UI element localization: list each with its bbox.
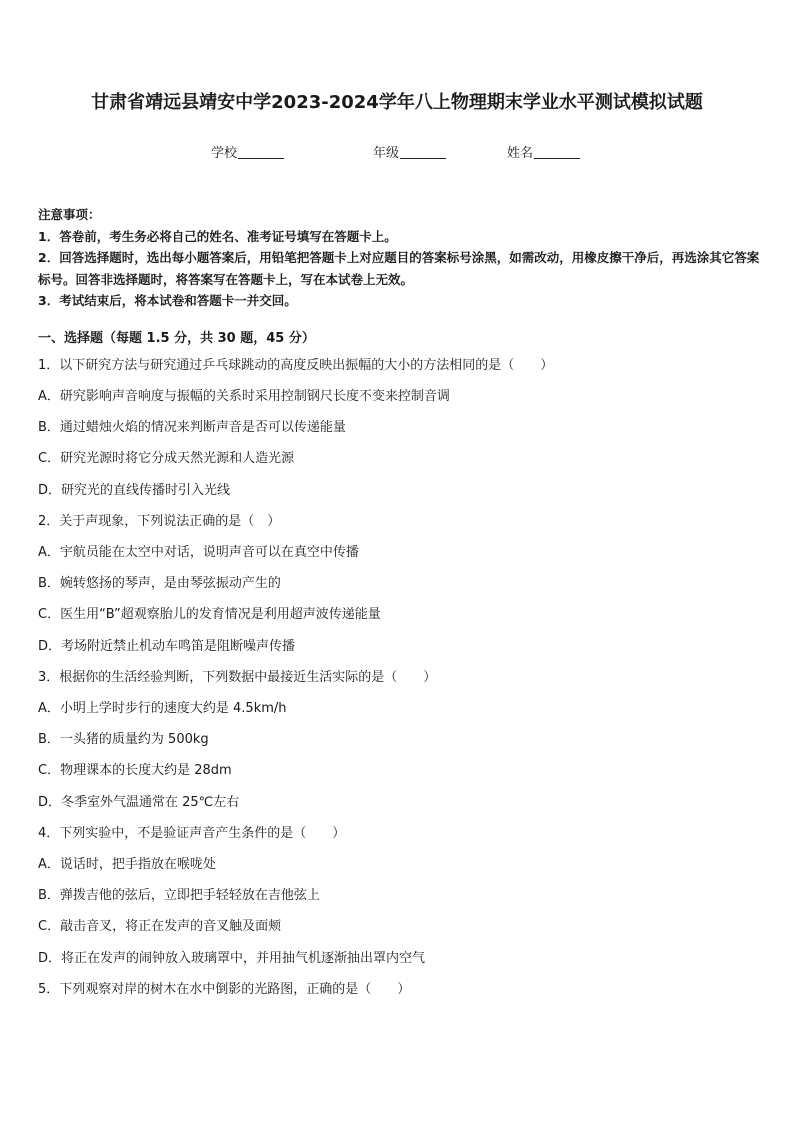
option-text: B．一头猪的质量约为 500kg — [38, 732, 209, 747]
option-text: B．弹拨吉他的弦后，立即把手轻轻放在吉他弦上 — [38, 888, 320, 903]
name-blank — [534, 146, 580, 159]
question-stem: 3．根据你的生活经验判断，下列数据中最接近生活实际的是（ ） — [38, 670, 437, 685]
option-text: B．婉转悠扬的琴声，是由琴弦振动产生的 — [38, 576, 281, 591]
option-text: A．宇航员能在太空中对话，说明声音可以在真空中传播 — [38, 545, 359, 560]
option-text: D．将正在发声的闹钟放入玻璃罩中，并用抽气机逐渐抽出罩内空气 — [38, 951, 426, 966]
school-field[interactable] — [211, 142, 284, 161]
school-label: 学校 — [211, 146, 238, 161]
option-text: A．研究影响声音响度与振幅的关系时采用控制钢尺长度不变来控制音调 — [38, 389, 450, 404]
option-text: A．说话时，把手指放在喉咙处 — [38, 857, 216, 872]
notice-block — [38, 204, 760, 312]
notice-item: 2．回答选择题时，选出每小题答案后，用铅笔把答题卡上对应题目的答案标号涂黑，如需改动，用橡皮擦干净后，再选涂其它答案标号。回答非选择题时，将答案写在答题卡上，写在本试卷上无效。 — [38, 250, 760, 287]
option-text: A．小明上学时步行的速度大约是 4.5km/h — [38, 701, 287, 716]
student-info-fields — [0, 142, 794, 160]
section-heading: 一、选择题（每题 1.5 分，共 30 题，45 分） — [38, 331, 315, 346]
notice-item: 3．考试结束后，将本试卷和答题卡一并交回。 — [38, 293, 297, 308]
option-text: C．敲击音叉，将正在发声的音叉触及面颊 — [38, 919, 282, 934]
question-stem: 4．下列实验中，不是验证声音产生条件的是（ ） — [38, 826, 346, 841]
option-text: C．物理课本的长度大约是 28dm — [38, 763, 232, 778]
school-blank — [238, 146, 284, 159]
grade-label: 年级 — [373, 146, 400, 161]
name-label: 姓名 — [507, 146, 534, 161]
grade-field[interactable] — [373, 142, 446, 161]
page-title: 甘肃省靖远县靖安中学2023-2024学年八上物理期末学业水平测试模拟试题 — [91, 92, 703, 113]
name-field[interactable] — [507, 142, 580, 161]
question-stem: 1．以下研究方法与研究通过乒乓球跳动的高度反映出振幅的大小的方法相同的是（ ） — [38, 358, 554, 373]
option-text: D．考场附近禁止机动车鸣笛是阻断噪声传播 — [38, 639, 296, 654]
option-text: D．冬季室外气温通常在 25℃左右 — [38, 795, 240, 810]
question-stem: 5．下列观察对岸的树木在水中倒影的光路图，正确的是（ ） — [38, 982, 411, 997]
option-text: C．研究光源时将它分成天然光源和人造光源 — [38, 451, 295, 466]
option-text: B．通过蜡烛火焰的情况来判断声音是否可以传递能量 — [38, 420, 346, 435]
notice-heading: 注意事项： — [38, 207, 101, 222]
grade-blank — [400, 146, 446, 159]
question-stem: 2．关于声现象，下列说法正确的是（ ） — [38, 514, 281, 529]
notice-item: 1．答卷前，考生务必将自己的姓名、准考证号填写在答题卡上。 — [38, 228, 397, 244]
option-text: D．研究光的直线传播时引入光线 — [38, 483, 231, 498]
option-text: C．医生用“B”超观察胎儿的发育情况是利用超声波传递能量 — [38, 607, 381, 622]
